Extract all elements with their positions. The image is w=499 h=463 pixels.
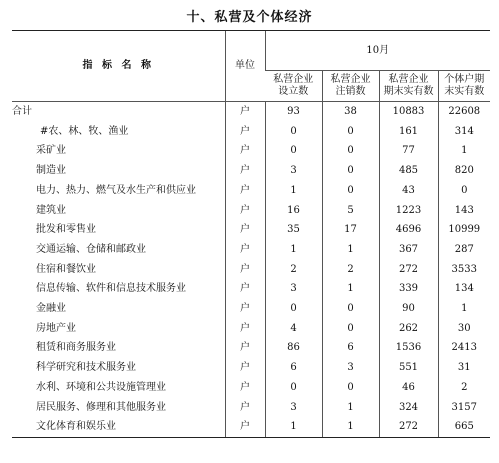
row-established-cell: 2: [265, 260, 322, 280]
row-unit-cell: 户: [225, 141, 265, 161]
row-individual-existing-cell: 1: [438, 299, 490, 319]
table-row: [12, 240, 490, 260]
header-indicator-name: 指 标 名 称: [12, 31, 225, 102]
table-row: [12, 319, 490, 339]
row-private-existing-cell: 1536: [379, 338, 438, 358]
row-individual-existing-cell: 820: [438, 161, 490, 181]
row-established-cell: 16: [265, 201, 322, 221]
header-col-private-cancelled: 私营企业 注销数: [322, 71, 379, 102]
row-name-cell: 居民服务、修理和其他服务业: [36, 401, 166, 413]
row-established-cell: 4: [265, 319, 322, 339]
row-private-existing-cell: 46: [379, 378, 438, 398]
header-col-private-established: 私营企业 设立数: [265, 71, 322, 102]
row-established-cell: 0: [265, 299, 322, 319]
row-established-cell: 1: [265, 181, 322, 201]
row-private-existing-cell: 161: [379, 122, 438, 142]
row-established-cell: 86: [265, 338, 322, 358]
row-established-cell: 3: [265, 279, 322, 299]
row-unit-cell: 户: [225, 398, 265, 418]
row-name-cell: 制造业: [36, 165, 66, 177]
table-row: [12, 279, 490, 299]
row-individual-existing-cell: 10999: [438, 220, 490, 240]
row-established-cell: 0: [265, 378, 322, 398]
row-unit-cell: 户: [225, 299, 265, 319]
row-name-cell: 信息传输、软件和信息技术服务业: [36, 283, 186, 295]
row-individual-existing-cell: 2: [438, 378, 490, 398]
table-row: [12, 141, 490, 161]
row-private-existing-cell: 43: [379, 181, 438, 201]
row-individual-existing-cell: 1: [438, 141, 490, 161]
row-unit-cell: 户: [225, 201, 265, 221]
row-unit-cell: 户: [225, 319, 265, 339]
row-private-existing-cell: 551: [379, 358, 438, 378]
row-individual-existing-cell: 3157: [438, 398, 490, 418]
table-row: [12, 201, 490, 221]
row-cancelled-cell: 0: [322, 378, 379, 398]
row-unit-cell: 户: [225, 338, 265, 358]
row-name-cell: #农、林、牧、渔业: [40, 125, 129, 137]
row-unit-cell: 户: [225, 358, 265, 378]
row-name-cell: 交通运输、仓储和邮政业: [36, 243, 146, 255]
header-unit: 单位: [225, 31, 265, 102]
row-individual-existing-cell: 314: [438, 122, 490, 142]
table-row: [12, 358, 490, 378]
row-cancelled-cell: 1: [322, 398, 379, 418]
table-row: [12, 260, 490, 280]
header-col-individual-existing: 个体户期 末实有数: [438, 71, 490, 102]
row-established-cell: 1: [265, 240, 322, 260]
page-title: 十、私营及个体经济: [186, 10, 313, 25]
row-cancelled-cell: 0: [322, 161, 379, 181]
row-established-cell: 0: [265, 141, 322, 161]
row-private-existing-cell: 367: [379, 240, 438, 260]
row-established-cell: 6: [265, 358, 322, 378]
row-name-cell: 批发和零售业: [36, 224, 96, 236]
row-unit-cell: 户: [225, 279, 265, 299]
table-row: [12, 299, 490, 319]
table-body: [12, 102, 490, 438]
row-unit-cell: 户: [225, 181, 265, 201]
header-month: 10月: [265, 31, 490, 71]
row-individual-existing-cell: 143: [438, 201, 490, 221]
row-name-cell: 科学研究和技术服务业: [36, 362, 136, 374]
row-private-existing-cell: 485: [379, 161, 438, 181]
row-name-cell: 住宿和餐饮业: [36, 263, 96, 275]
row-cancelled-cell: 17: [322, 220, 379, 240]
row-private-existing-cell: 10883: [379, 102, 438, 122]
row-name-cell: 房地产业: [36, 322, 76, 334]
row-established-cell: 3: [265, 398, 322, 418]
table-row: [12, 417, 490, 437]
table-row: [12, 398, 490, 418]
row-unit-cell: 户: [225, 220, 265, 240]
row-private-existing-cell: 262: [379, 319, 438, 339]
row-established-cell: 0: [265, 122, 322, 142]
table-row: [12, 220, 490, 240]
row-cancelled-cell: 0: [322, 122, 379, 142]
row-individual-existing-cell: 31: [438, 358, 490, 378]
row-name-cell: 文化体育和娱乐业: [12, 417, 225, 437]
row-cancelled-cell: 0: [322, 181, 379, 201]
table-row: [12, 338, 490, 358]
row-individual-existing-cell: 287: [438, 240, 490, 260]
row-cancelled-cell: 38: [322, 102, 379, 122]
row-unit-cell: 户: [225, 260, 265, 280]
row-individual-existing-cell: 665: [438, 417, 490, 437]
table-row: [12, 122, 490, 142]
header-col-private-existing: 私营企业 期末实有数: [379, 71, 438, 102]
row-private-existing-cell: 272: [379, 417, 438, 437]
row-individual-existing-cell: 0: [438, 181, 490, 201]
table-row: [12, 102, 490, 122]
row-name-cell: 采矿业: [36, 145, 66, 157]
row-established-cell: 35: [265, 220, 322, 240]
row-established-cell: 1: [265, 417, 322, 437]
row-private-existing-cell: 1223: [379, 201, 438, 221]
row-private-existing-cell: 77: [379, 141, 438, 161]
row-cancelled-cell: 1: [322, 417, 379, 437]
row-established-cell: 3: [265, 161, 322, 181]
row-name-cell: 水利、环境和公共设施管理业: [36, 381, 166, 393]
row-name-cell: 电力、热力、燃气及水生产和供应业: [36, 184, 196, 196]
row-cancelled-cell: 1: [322, 240, 379, 260]
row-individual-existing-cell: 22608: [438, 102, 490, 122]
row-unit-cell: 户: [225, 122, 265, 142]
row-cancelled-cell: 6: [322, 338, 379, 358]
table-row: [12, 161, 490, 181]
row-private-existing-cell: 4696: [379, 220, 438, 240]
row-individual-existing-cell: 2413: [438, 338, 490, 358]
row-established-cell: 93: [265, 102, 322, 122]
row-cancelled-cell: 0: [322, 299, 379, 319]
row-name-cell: 金融业: [36, 303, 66, 315]
row-private-existing-cell: 339: [379, 279, 438, 299]
row-name-cell: 建筑业: [36, 204, 66, 216]
row-cancelled-cell: 1: [322, 279, 379, 299]
row-cancelled-cell: 5: [322, 201, 379, 221]
row-individual-existing-cell: 134: [438, 279, 490, 299]
row-unit-cell: 户: [225, 161, 265, 181]
row-individual-existing-cell: 30: [438, 319, 490, 339]
statistics-table: [12, 30, 490, 438]
row-unit-cell: 户: [225, 378, 265, 398]
row-cancelled-cell: 3: [322, 358, 379, 378]
row-unit-cell: 户: [225, 102, 265, 122]
row-cancelled-cell: 0: [322, 319, 379, 339]
row-name-cell: 租赁和商务服务业: [36, 342, 116, 354]
row-private-existing-cell: 324: [379, 398, 438, 418]
row-unit-cell: 户: [225, 240, 265, 260]
row-cancelled-cell: 0: [322, 141, 379, 161]
row-individual-existing-cell: 3533: [438, 260, 490, 280]
row-unit-cell: 户: [225, 417, 265, 437]
row-name-cell: 合计: [12, 106, 32, 117]
table-row: [12, 181, 490, 201]
row-private-existing-cell: 90: [379, 299, 438, 319]
row-private-existing-cell: 272: [379, 260, 438, 280]
row-cancelled-cell: 2: [322, 260, 379, 280]
table-row: [12, 378, 490, 398]
